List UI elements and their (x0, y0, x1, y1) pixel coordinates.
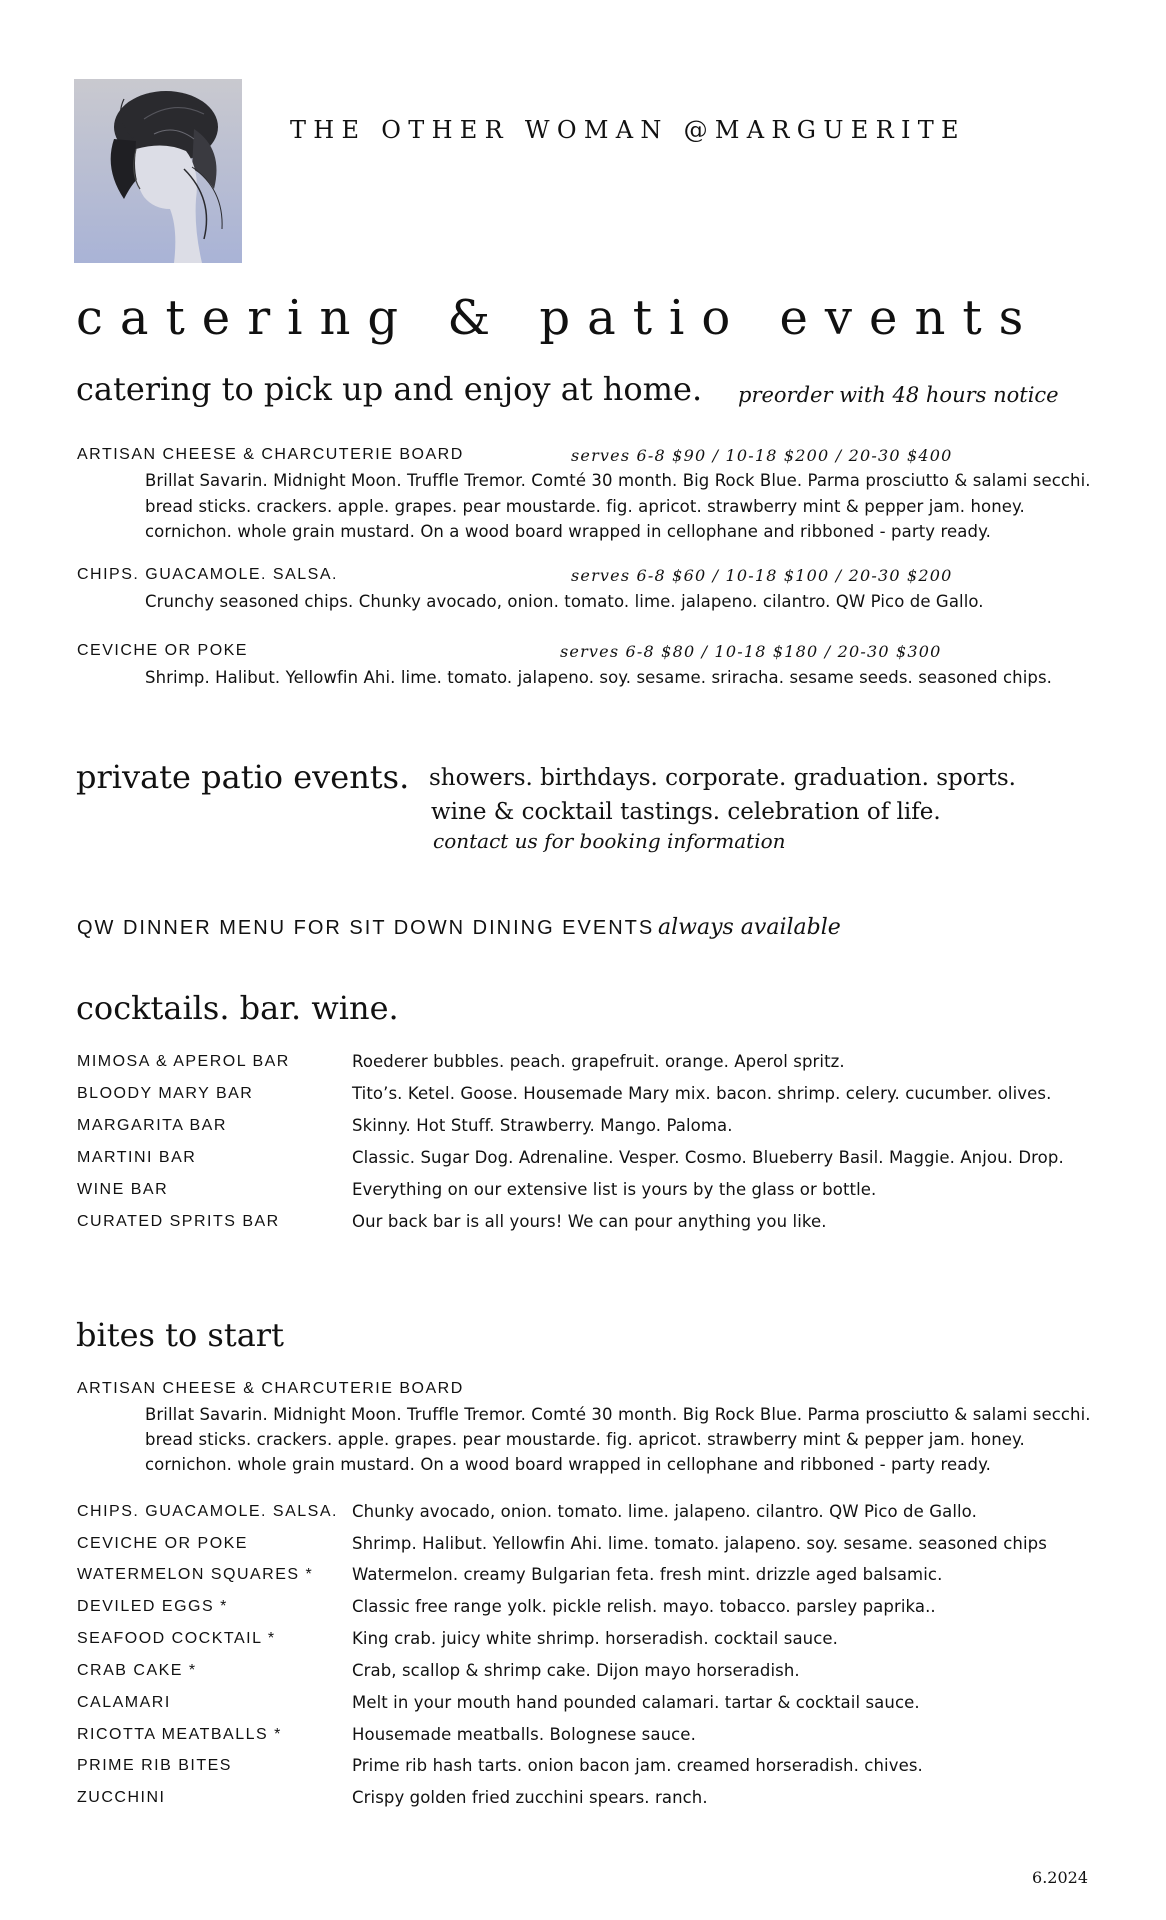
bites-board-desc: cornichon. whole grain mustard. On a wood board wrapped in cellophane and ribboned - party ready. (145, 1455, 991, 1474)
bites-item-desc: Crispy golden fried zucchini spears. ranch. (352, 1788, 708, 1807)
bites-item-name: CHIPS. GUACAMOLE. SALSA. (77, 1503, 338, 1520)
bites-item-desc: Chunky avocado, onion. tomato. lime. jalapeno. cilantro. QW Pico de Gallo. (352, 1502, 977, 1521)
patio-heading: private patio events. (76, 758, 410, 796)
catering-note: preorder with 48 hours notice (738, 383, 1059, 407)
bites-heading: bites to start (76, 1316, 284, 1354)
catering-item-desc: cornichon. whole grain mustard. On a wood board wrapped in cellophane and ribboned - party ready. (145, 522, 991, 541)
bites-item-desc: Shrimp. Halibut. Yellowfin Ahi. lime. tomato. jalapeno. soy. sesame. seasoned chips (352, 1534, 1047, 1553)
catering-item-desc: Brillat Savarin. Midnight Moon. Truffle Tremor. Comté 30 month. Big Rock Blue. Parma prosciutto & salami secchi. (145, 471, 1091, 490)
dinner-menu-label: QW DINNER MENU FOR SIT DOWN DINING EVENTS (77, 917, 655, 939)
catering-item-name: CEVICHE OR POKE (77, 642, 248, 659)
page-title: catering & patio events (76, 290, 1041, 346)
brand-name: THE OTHER WOMAN @MARGUERITE (290, 116, 966, 144)
bites-item-desc: King crab. juicy white shrimp. horseradish. cocktail sauce. (352, 1629, 838, 1648)
catering-item-serves: serves 6-8 $80 / 10-18 $180 / 20-30 $300 (560, 642, 942, 661)
bites-item-desc: Classic free range yolk. pickle relish. mayo. tobacco. parsley paprika.. (352, 1597, 936, 1616)
bites-item-name: CALAMARI (77, 1694, 171, 1711)
bar-item-name: BLOODY MARY BAR (77, 1085, 254, 1102)
bar-item-desc: Tito’s. Ketel. Goose. Housemade Mary mix. bacon. shrimp. celery. cucumber. olives. (352, 1084, 1052, 1103)
bites-item-desc: Crab, scallop & shrimp cake. Dijon mayo horseradish. (352, 1661, 800, 1680)
bites-item-desc: Melt in your mouth hand pounded calamari. tartar & cocktail sauce. (352, 1693, 920, 1712)
catering-item-desc: Shrimp. Halibut. Yellowfin Ahi. lime. tomato. jalapeno. soy. sesame. sriracha. sesame seeds. seasoned chips. (145, 668, 1053, 687)
catering-heading: catering to pick up and enjoy at home. (76, 370, 703, 408)
patio-contact: contact us for booking information (433, 829, 786, 853)
bar-heading: cocktails. bar. wine. (76, 989, 399, 1027)
bites-board-desc: bread sticks. crackers. apple. grapes. pear moustarde. fig. apricot. strawberry mint & pepper jam. honey. (145, 1430, 1025, 1449)
bar-item-name: MARGARITA BAR (77, 1117, 227, 1134)
bar-item-name: MARTINI BAR (77, 1149, 197, 1166)
portrait-sketch-icon (74, 79, 242, 263)
patio-events-line: wine & cocktail tastings. celebration of life. (431, 799, 941, 825)
logo-image (74, 79, 242, 263)
bar-item-name: MIMOSA & APEROL BAR (77, 1053, 290, 1070)
bar-item-desc: Classic. Sugar Dog. Adrenaline. Vesper. Cosmo. Blueberry Basil. Maggie. Anjou. Drop. (352, 1148, 1064, 1167)
bites-item-name: RICOTTA MEATBALLS * (77, 1726, 282, 1743)
bites-item-desc: Watermelon. creamy Bulgarian feta. fresh mint. drizzle aged balsamic. (352, 1565, 943, 1584)
bites-item-name: ZUCCHINI (77, 1789, 166, 1806)
footer-date: 6.2024 (1032, 1868, 1088, 1887)
catering-item-desc: bread sticks. crackers. apple. grapes. pear moustarde. fig. apricot. strawberry mint & pepper jam. honey. (145, 497, 1025, 516)
bites-item-name: SEAFOOD COCKTAIL * (77, 1630, 276, 1647)
bar-item-name: WINE BAR (77, 1181, 169, 1198)
catering-item-serves: serves 6-8 $60 / 10-18 $100 / 20-30 $200 (571, 566, 953, 585)
bites-item-name: CEVICHE OR POKE (77, 1535, 248, 1552)
catering-item-desc: Crunchy seasoned chips. Chunky avocado, onion. tomato. lime. jalapeno. cilantro. QW Pico de Gallo. (145, 592, 984, 611)
bar-item-desc: Our back bar is all yours! We can pour anything you like. (352, 1212, 827, 1231)
dinner-menu-note: always available (658, 915, 841, 940)
bites-item-name: CRAB CAKE * (77, 1662, 197, 1679)
bites-item-desc: Housemade meatballs. Bolognese sauce. (352, 1725, 696, 1744)
bites-item-name: WATERMELON SQUARES * (77, 1566, 314, 1583)
catering-item-name: CHIPS. GUACAMOLE. SALSA. (77, 566, 338, 583)
catering-item-serves: serves 6-8 $90 / 10-18 $200 / 20-30 $400 (571, 446, 953, 465)
bar-item-name: CURATED SPRITS BAR (77, 1213, 280, 1230)
bar-item-desc: Everything on our extensive list is yours by the glass or bottle. (352, 1180, 877, 1199)
bar-item-desc: Skinny. Hot Stuff. Strawberry. Mango. Paloma. (352, 1116, 733, 1135)
bites-item-name: DEVILED EGGS * (77, 1598, 228, 1615)
bites-item-desc: Prime rib hash tarts. onion bacon jam. creamed horseradish. chives. (352, 1756, 923, 1775)
catering-item-name: ARTISAN CHEESE & CHARCUTERIE BOARD (77, 446, 464, 463)
bites-board-name: ARTISAN CHEESE & CHARCUTERIE BOARD (77, 1380, 464, 1397)
bites-item-name: PRIME RIB BITES (77, 1757, 232, 1774)
bites-board-desc: Brillat Savarin. Midnight Moon. Truffle Tremor. Comté 30 month. Big Rock Blue. Parma prosciutto & salami secchi. (145, 1405, 1091, 1424)
bar-item-desc: Roederer bubbles. peach. grapefruit. orange. Aperol spritz. (352, 1052, 845, 1071)
patio-events-line: showers. birthdays. corporate. graduation. sports. (429, 765, 1016, 791)
